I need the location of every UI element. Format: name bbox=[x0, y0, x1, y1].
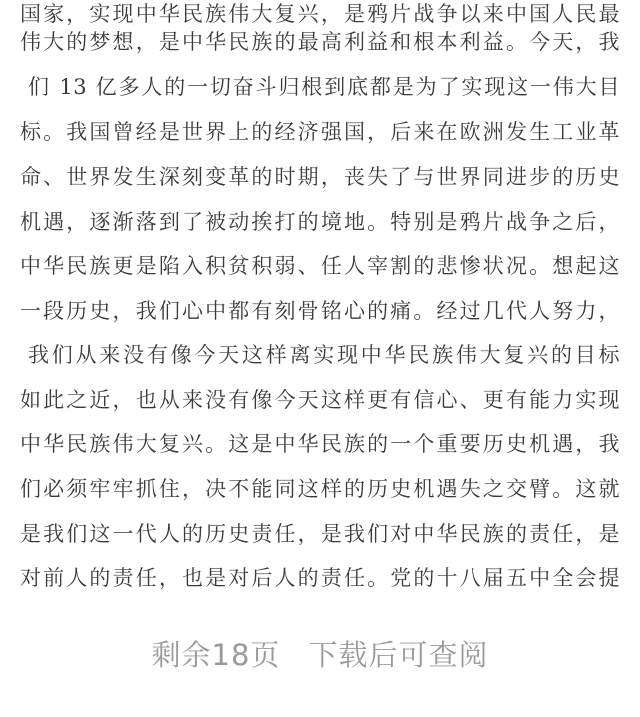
text-line: 标。我国曾经是世界上的经济强国，后来在欧洲发生工业革 bbox=[20, 120, 620, 144]
text-line: 是我们这一代人的历史责任，是我们对中华民族的责任，是 bbox=[20, 522, 620, 546]
text-line: 们必须牢牢抓住，决不能同这样的历史机遇失之交臂。这就 bbox=[20, 477, 620, 501]
text-line: 中华民族伟大复兴。这是中华民族的一个重要历史机遇，我 bbox=[20, 432, 620, 456]
text-line: 伟大的梦想，是中华民族的最高利益和根本利益。今天，我 bbox=[20, 30, 620, 54]
remaining-pages-label[interactable]: 剩余18页 bbox=[151, 637, 281, 672]
download-to-read-link[interactable]: 下载后可查阅 bbox=[308, 637, 489, 672]
text-line: 命、世界发生深刻变革的时期，丧失了与世界同进步的历史 bbox=[20, 165, 620, 189]
text-line: 我们从来没有像今天这样离实现中华民族伟大复兴的目标 bbox=[28, 343, 620, 367]
text-line: 对前人的责任，也是对后人的责任。党的十八届五中全会提 bbox=[20, 566, 620, 590]
text-line: 中华民族更是陷入积贫积弱、任人宰割的悲惨状况。想起这 bbox=[20, 254, 620, 278]
read-more-footer[interactable] bbox=[0, 628, 640, 678]
text-line: 们 13 亿多人的一切奋斗归根到底都是为了实现这一伟大目 bbox=[28, 75, 620, 99]
text-line: 机遇，逐渐落到了被动挨打的境地。特别是鸦片战争之后， bbox=[20, 210, 620, 234]
text-line: 国家，实现中华民族伟大复兴，是鸦片战争以来中国人民最 bbox=[20, 2, 620, 26]
text-line: 如此之近，也从来没有像今天这样更有信心、更有能力实现 bbox=[20, 388, 620, 412]
text-line: 一段历史，我们心中都有刻骨铭心的痛。经过几代人努力， bbox=[20, 299, 620, 323]
